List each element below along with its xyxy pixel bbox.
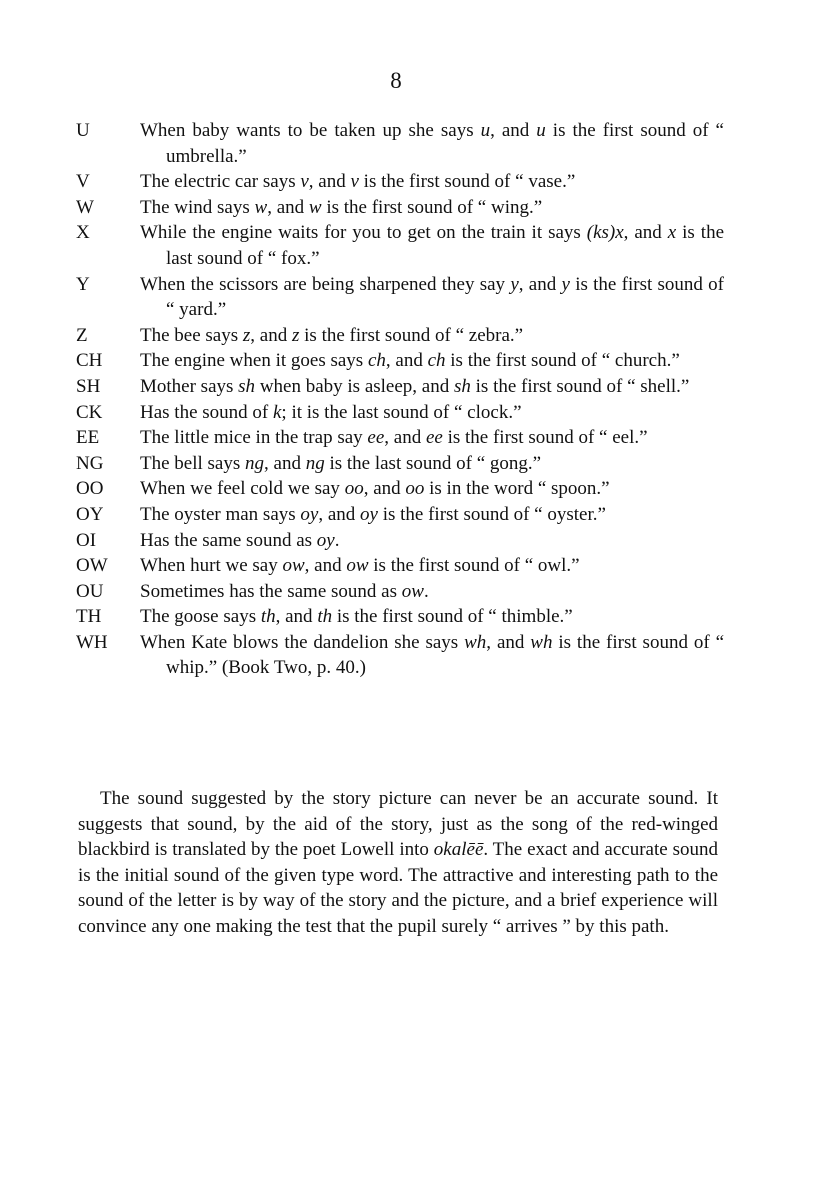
- italic-sound: ow: [401, 580, 424, 602]
- italic-sound: okalēē: [433, 839, 484, 861]
- italic-sound: th: [260, 606, 276, 628]
- italic-sound: y: [561, 273, 570, 295]
- entry-description: [140, 400, 724, 426]
- entry-description: [140, 502, 724, 528]
- entry-description: [140, 220, 724, 271]
- text-run: ; it is the last sound of “ clock.”: [281, 401, 522, 423]
- text-run: While the engine waits for you to get on the train it says: [140, 222, 587, 244]
- text-run: , and: [264, 452, 306, 474]
- entry-description: [140, 195, 724, 221]
- entry-row: [76, 348, 724, 374]
- entry-description: [140, 323, 724, 349]
- entry-description: [140, 451, 724, 477]
- entry-letter: X: [76, 222, 90, 244]
- text-run: is the first sound of “ oyster.”: [377, 503, 606, 525]
- text-run: , and: [490, 120, 537, 141]
- entry-row: [76, 220, 724, 271]
- italic-sound: wh: [464, 631, 487, 653]
- text-run: When baby wants to be taken up she says: [140, 120, 481, 141]
- text-run: is the first sound of “ vase.”: [358, 171, 576, 193]
- entry-letter: V: [76, 171, 90, 193]
- text-run: Has the sound of: [140, 401, 273, 423]
- text-run: When the scissors are being sharpened they say: [140, 273, 511, 295]
- entry-letter: CH: [76, 350, 103, 372]
- text-run: is the first sound of “ thimble.”: [332, 606, 573, 628]
- text-run: , and: [384, 427, 426, 449]
- entry-row: [76, 374, 724, 400]
- entry-row: [76, 630, 724, 681]
- italic-sound: oy: [316, 529, 335, 551]
- entry-description: [140, 169, 724, 195]
- text-run: is the first sound of “ whip.” (Book Two, p. 40.): [166, 631, 725, 679]
- entry-row: [76, 323, 724, 349]
- entry-letter: OU: [76, 580, 104, 602]
- text-run: When hurt we say: [140, 555, 283, 577]
- body-paragraph: [78, 786, 718, 940]
- text-run: Has the same sound as: [140, 529, 317, 551]
- entry-letter: OY: [76, 503, 104, 525]
- text-run: . The exact and accurate sound is the initial sound of the given type word. The attractive and interesting path to the sound of the letter is by way of the story and the picture, and a brief experience will convince any one making the test that the pupil surely “ arrives ” by this path.: [78, 839, 718, 937]
- text-run: is the first sound of “ umbrella.”: [166, 120, 724, 167]
- entry-description: [140, 348, 724, 374]
- letter-sound-list: [76, 118, 724, 681]
- text-run: , and: [267, 196, 309, 218]
- italic-sound: (ks)x: [586, 222, 624, 244]
- italic-sound: v: [350, 171, 359, 193]
- entry-letter: OW: [76, 555, 108, 577]
- entry-row: [76, 400, 724, 426]
- italic-sound: v: [300, 171, 309, 193]
- text-run: , and: [486, 631, 531, 653]
- entry-description: [140, 272, 724, 323]
- italic-sound: wh: [530, 631, 553, 653]
- text-run: The oyster man says: [140, 503, 301, 525]
- text-run: , and: [623, 222, 668, 244]
- text-run: , and: [304, 555, 347, 577]
- text-run: The bell says: [140, 452, 246, 474]
- italic-sound: oy: [300, 503, 319, 525]
- italic-sound: oy: [360, 503, 378, 525]
- italic-sound: ow: [346, 555, 369, 577]
- text-run: The electric car says: [140, 171, 301, 193]
- text-run: , and: [250, 324, 292, 346]
- italic-sound: ng: [245, 452, 265, 474]
- italic-sound: w: [308, 196, 322, 218]
- entry-letter: EE: [76, 427, 100, 449]
- italic-sound: x: [667, 222, 677, 244]
- text-run: is the first sound of “ shell.”: [470, 375, 690, 397]
- text-run: is the first sound of “ eel.”: [442, 427, 648, 449]
- text-run: , and: [385, 350, 428, 372]
- entry-row: [76, 604, 724, 630]
- italic-sound: sh: [453, 375, 471, 397]
- text-run: , and: [318, 503, 361, 525]
- entry-description: [140, 630, 724, 681]
- text-run: The goose says: [140, 606, 261, 628]
- entry-description: [140, 604, 724, 630]
- entry-description: [140, 425, 724, 451]
- page-number: 8: [390, 68, 402, 93]
- italic-sound: ow: [282, 555, 305, 577]
- text-run: , and: [363, 478, 406, 500]
- text-run: .: [334, 529, 340, 551]
- entry-description: [140, 118, 724, 169]
- italic-sound: ng: [305, 452, 325, 474]
- entry-row: [76, 451, 724, 477]
- text-run: is the first sound of “ yard.”: [166, 273, 724, 321]
- italic-sound: u: [536, 120, 546, 141]
- entry-letter: CK: [76, 401, 103, 423]
- italic-sound: sh: [238, 375, 256, 397]
- text-run: is the first sound of “ church.”: [445, 350, 680, 372]
- entry-row: [76, 425, 724, 451]
- entry-row: [76, 476, 724, 502]
- entry-row: [76, 195, 724, 221]
- text-run: Sometimes has the same sound as: [140, 580, 402, 602]
- text-run: The bee says: [140, 324, 243, 346]
- entry-description: [140, 374, 724, 400]
- entry-description: [140, 553, 724, 579]
- entry-letter: Z: [76, 324, 88, 346]
- text-run: is the first sound of “ owl.”: [368, 555, 580, 577]
- entry-letter: OI: [76, 529, 97, 551]
- italic-sound: ch: [367, 350, 386, 372]
- entry-letter: TH: [76, 606, 102, 628]
- entry-row: [76, 528, 724, 554]
- text-run: Mother says: [140, 375, 239, 397]
- text-run: , and: [518, 273, 562, 295]
- entry-row: [76, 118, 724, 169]
- entry-description: [140, 528, 724, 554]
- text-run: when baby is asleep, and: [255, 375, 454, 397]
- italic-sound: z: [291, 324, 300, 346]
- text-run: When we feel cold we say: [140, 478, 345, 500]
- entry-letter: Y: [76, 273, 90, 295]
- italic-sound: ch: [427, 350, 446, 372]
- italic-sound: oo: [405, 478, 425, 500]
- italic-sound: z: [242, 324, 251, 346]
- entry-letter: WH: [76, 631, 108, 653]
- text-run: is the last sound of “ fox.”: [166, 222, 724, 269]
- italic-sound: y: [510, 273, 519, 295]
- text-run: The sound suggested by the story picture can never be an accurate sound. It suggests that sound, by the aid of the story, just as the song of the red-winged blackbird is translated by the poet Lowell into: [78, 788, 718, 861]
- italic-sound: th: [317, 606, 333, 628]
- italic-sound: ee: [425, 427, 443, 449]
- entry-description: [140, 579, 724, 605]
- text-run: The little mice in the trap say: [140, 427, 368, 449]
- italic-sound: oo: [344, 478, 364, 500]
- text-run: The wind says: [140, 196, 255, 218]
- text-run: is the last sound of “ gong.”: [324, 452, 542, 474]
- entry-row: [76, 502, 724, 528]
- italic-sound: u: [480, 120, 491, 141]
- entry-letter: U: [76, 120, 90, 141]
- entry-row: [76, 169, 724, 195]
- italic-sound: ee: [367, 427, 385, 449]
- text-run: is in the word “ spoon.”: [424, 478, 610, 500]
- entry-row: [76, 553, 724, 579]
- text-run: The engine when it goes says: [140, 350, 368, 372]
- text-run: , and: [308, 171, 351, 193]
- entry-letter: NG: [76, 452, 104, 474]
- entry-letter: OO: [76, 478, 104, 500]
- text-run: , and: [275, 606, 318, 628]
- text-run: When Kate blows the dandelion she says: [140, 631, 465, 653]
- italic-sound: w: [254, 196, 268, 218]
- entry-row: [76, 272, 724, 323]
- entry-row: [76, 579, 724, 605]
- text-run: .: [423, 580, 429, 602]
- italic-sound: k: [272, 401, 282, 423]
- entry-description: [140, 476, 724, 502]
- text-run: is the first sound of “ zebra.”: [299, 324, 524, 346]
- text-run: is the first sound of “ wing.”: [321, 196, 543, 218]
- entry-letter: SH: [76, 375, 101, 397]
- entry-letter: W: [76, 196, 94, 218]
